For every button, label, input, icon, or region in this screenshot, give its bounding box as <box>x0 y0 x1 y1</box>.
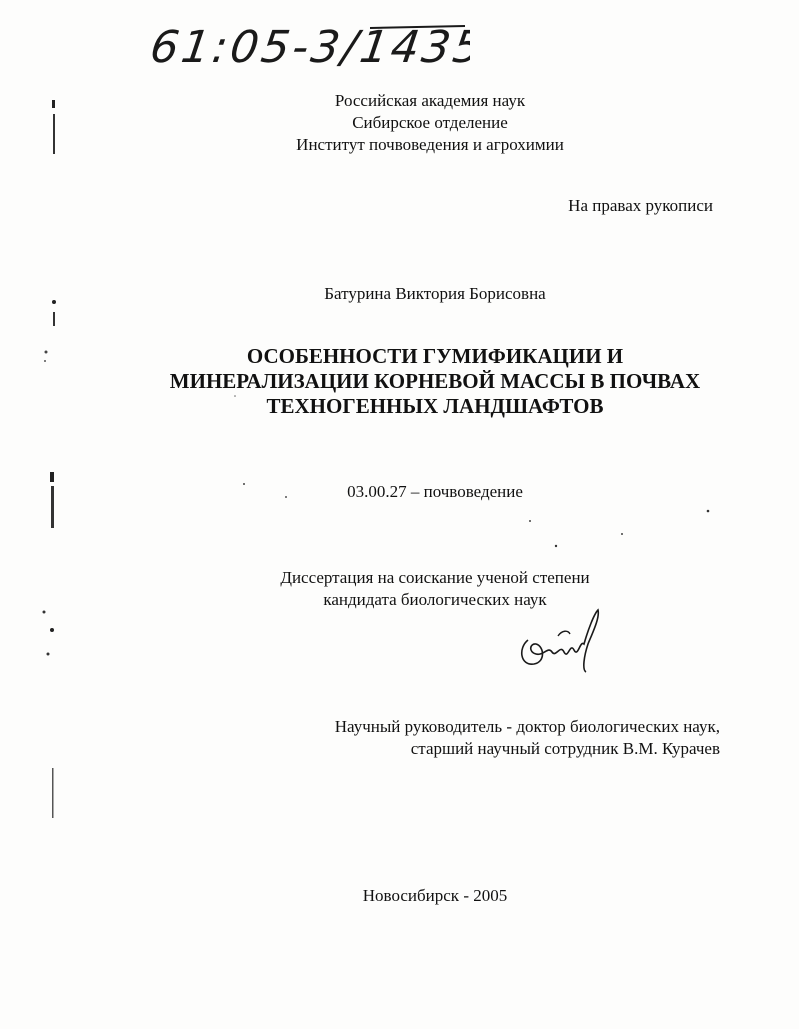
binding-marks-svg <box>30 90 70 830</box>
title-line-2: МИНЕРАЛИЗАЦИИ КОРНЕВОЙ МАССЫ В ПОЧВАХ <box>169 369 701 393</box>
dissertation-title <box>160 344 710 419</box>
degree-line-1: Диссертация на соискание ученой степени <box>280 568 590 587</box>
supervisor-line-1: Научный руководитель - доктор биологических наук, <box>334 717 720 736</box>
academy-name: Российская академия наук <box>334 91 526 110</box>
institute-name: Институт почвоведения и агрохимии <box>296 135 564 154</box>
author-name: Батурина Виктория Борисовна <box>324 284 546 303</box>
rights-note: На правах рукописи <box>568 196 713 215</box>
title-line-1: ОСОБЕННОСТИ ГУМИФИКАЦИИ И <box>246 344 624 368</box>
supervisor-line-2: старший научный сотрудник В.М. Курачев <box>410 739 720 758</box>
archive-code-text: 61:05-3/1435 <box>150 22 470 73</box>
archive-code-handwritten <box>150 10 470 80</box>
title-line-3: ТЕХНОГЕННЫХ ЛАНДШАФТОВ <box>266 394 604 418</box>
archive-code-svg <box>150 10 470 80</box>
organization-header <box>180 90 680 156</box>
specialty-code: 03.00.27 – почвоведение <box>347 482 523 501</box>
degree-line-2: кандидата биологических наук <box>323 590 547 609</box>
branch-name: Сибирское отделение <box>352 113 508 132</box>
scan-binding-marks <box>30 90 70 830</box>
signature-svg <box>510 600 610 680</box>
degree-statement <box>180 567 690 611</box>
place-year: Новосибирск - 2005 <box>362 886 508 905</box>
author-signature <box>510 600 610 680</box>
supervisor-info <box>300 716 720 760</box>
